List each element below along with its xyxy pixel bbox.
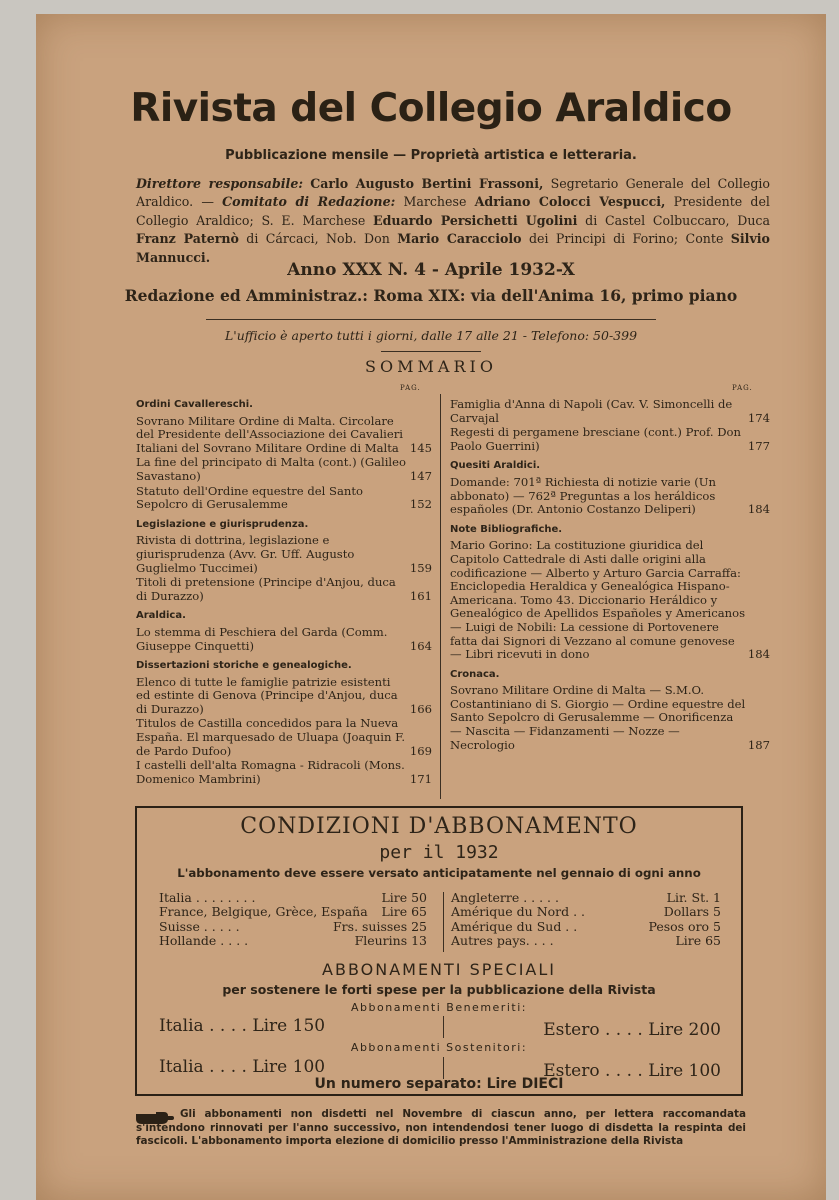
benemeriti-italia: Italia . . . . Lire 150 — [159, 1016, 326, 1036]
contents-entry-title: Elenco di tutte le famiglie patrizie esistenti ed estinte di Genova (Principe d'Anjou, duca di Durazzo) — [136, 674, 398, 716]
contents-entry — [136, 534, 432, 575]
divider — [206, 319, 656, 320]
sostenitori-estero: Estero . . . . Lire 100 — [543, 1061, 721, 1081]
comitato-member-role: dei Principi di Forino; Conte — [528, 231, 724, 247]
renewal-footnote — [136, 1108, 746, 1149]
contents-entry — [136, 626, 432, 653]
rate-row — [159, 920, 427, 934]
contents-entry-title: Statuto dell'Ordine equestre del Santo Sepolcro di Gerusalemme — [136, 483, 363, 512]
contents-right-column — [450, 398, 770, 753]
direttore-label: Direttore responsabile: — [136, 176, 303, 191]
rate-row — [451, 920, 721, 934]
issue-line: Anno XXX N. 4 - Aprile 1932-X — [287, 260, 575, 280]
contents-entry-page: 169 — [409, 743, 432, 758]
contents-entry — [136, 676, 432, 717]
contents-entry-page: 166 — [409, 701, 432, 716]
contents-entry-title: Famiglia d'Anna di Napoli (Cav. V. Simoncelli de Carvajal — [450, 397, 733, 425]
divider — [381, 351, 481, 352]
masthead-title: Rivista del Collegio Araldico — [130, 86, 732, 131]
contents-section-heading: Cronaca. — [450, 668, 500, 680]
rate-row — [159, 934, 427, 948]
page-column-label: PAG. — [400, 384, 421, 392]
contents-entry-title: Lo stemma di Peschiera del Garda (Comm. Giuseppe Cinquetti) — [136, 624, 388, 653]
rates-divider — [443, 892, 444, 952]
rate-price: Pesos oro 5 — [648, 918, 721, 934]
contents-entry-title: Sovrano Militare Ordine di Malta — S.M.O. Costantiniano di S. Giorgio — Ordine equestre del Santo Sepolcro di Gerusalemme — Onorificenza — Nascita — Fidanzamenti — Nozze — Necrologio — [450, 683, 746, 752]
subscription-box — [135, 806, 743, 1096]
column-divider — [440, 394, 441, 799]
contents-entry-page: 174 — [747, 410, 770, 425]
comitato-member-name: Silvio Mannucci. — [136, 231, 770, 265]
contents-section-heading: Legislazione e giurisprudenza. — [136, 518, 309, 530]
rates-right — [451, 891, 721, 949]
comitato-member-name: Eduardo Persichetti Ugolini — [373, 212, 578, 228]
benemeriti-label: Abbonamenti Benemeriti: — [351, 1001, 527, 1014]
rate-row — [451, 891, 721, 905]
comitato-member-role: di Cárcaci, Nob. Don — [246, 231, 390, 247]
rate-row — [451, 934, 721, 948]
contents-entry-page: 161 — [409, 588, 432, 603]
address-line: Redazione ed Amministraz.: Roma XIX: via dell'Anima 16, primo piano — [124, 286, 738, 305]
contents-entry-page: 145 — [409, 440, 432, 455]
contents-entry — [450, 398, 770, 425]
rate-price: Lir. St. 1 — [666, 890, 721, 905]
contents-entry — [136, 415, 432, 456]
contents-entry-title: Titulos de Castilla concedidos para la Nueva España. El marquesado de Uluapa (Joaquin F. de Pardo Dufoo) — [136, 716, 406, 758]
comitato-member-role: Presidente del Collegio Araldico; S. E. Marchese — [136, 194, 770, 228]
page-column-label: PAG. — [732, 384, 753, 392]
rate-price: Lire 65 — [381, 904, 427, 920]
contents-entry — [450, 684, 770, 752]
rate-place: Hollande . . . . — [159, 933, 249, 949]
rate-row — [451, 905, 721, 919]
rate-price: Lire 50 — [381, 890, 427, 905]
contents-entry-title: Titoli di pretensione (Principe d'Anjou, duca di Durazzo) — [136, 575, 396, 603]
rates-left — [159, 891, 427, 949]
contents-section-heading: Note Bibliografiche. — [450, 523, 563, 535]
contents-section-heading: Ordini Cavallereschi. — [136, 399, 253, 410]
contents-section-heading: Dissertazioni storiche e genealogiche. — [136, 660, 352, 672]
subscription-note: L'abbonamento deve essere versato anticipatamente nel gennaio di ogni anno — [177, 866, 701, 880]
contents-entry-title: Regesti di pergamene bresciane (cont.) Prof. Don Paolo Guerrini) — [450, 425, 741, 453]
editorial-board — [136, 175, 770, 267]
contents-entry-title: I castelli dell'alta Romagna - Ridracoli (Mons. Domenico Mambrini) — [136, 758, 405, 786]
contents-entry-title: Sovrano Militare Ordine di Malta. Circolare del Presidente dell'Associazione dei Cavalieri Italiani del Sovrano Militare Ordine di Malta — [136, 413, 404, 455]
contents-entry-page: 164 — [409, 638, 432, 653]
contents-entry — [450, 476, 770, 517]
comitato-member-name: Adriano Colocci Vespucci, — [474, 194, 666, 210]
sommario-heading: SOMMARIO — [365, 357, 497, 376]
rate-place: Amérique du Sud . . — [451, 918, 578, 934]
benemeriti-estero: Estero . . . . Lire 200 — [543, 1020, 721, 1040]
special-subscriptions-title: ABBONAMENTI SPECIALI — [322, 960, 556, 979]
rate-place: France, Belgique, Grèce, España — [159, 904, 368, 920]
document-page — [36, 14, 826, 1200]
rate-row — [159, 905, 427, 919]
comitato-member-role: di Castel Colbuccaro, Duca — [585, 212, 770, 228]
contents-entry-page: 159 — [409, 560, 432, 575]
subscription-title: CONDIZIONI D'ABBONAMENTO — [240, 814, 638, 839]
contents-left-column — [136, 392, 432, 787]
contents-entry-page: 187 — [747, 737, 770, 752]
contents-entry — [136, 717, 432, 758]
rate-price: Dollars 5 — [663, 904, 721, 920]
contents-entry-title: La fine del principato di Malta (cont.) (Galileo Savastano) — [136, 455, 406, 483]
rate-place: Amérique du Nord . . — [451, 904, 586, 920]
special-subscriptions-subtitle: per sostenere le forti spese per la pubblicazione della Rivista — [222, 982, 656, 997]
direttore-name: Carlo Augusto Bertini Frassoni, — [310, 176, 544, 191]
rate-price: Frs. suisses 25 — [333, 918, 427, 934]
masthead-subtitle: Pubblicazione mensile — Proprietà artistica e letteraria. — [225, 148, 637, 163]
contents-entry-page: 177 — [747, 438, 770, 453]
divider — [443, 1016, 444, 1038]
rate-price: Fleurins 13 — [354, 933, 427, 949]
rate-place: Italia . . . . . . . . — [159, 890, 256, 905]
office-hours: L'ufficio è aperto tutti i giorni, dalle 17 alle 21 - Telefono: 50-399 — [224, 328, 638, 343]
contents-section-heading: Araldica. — [136, 610, 186, 622]
contents-entry-title: Rivista di dottrina, legislazione e giurisprudenza (Avv. Gr. Uff. Augusto Guglielmo Tuccimei) — [136, 533, 355, 575]
renewal-footnote-text: Gli abbonamenti non disdetti nel Novembre di ciascun anno, per lettera raccomandata s'intendono rinnovati per l'anno successivo, non intendendosi tener luogo di disdetta la respinta dei fascicoli. L'abbonamento importa elezione di domicilio presso l'Amministrazione della Rivista — [136, 1108, 746, 1148]
contents-entry-page: 171 — [409, 771, 432, 786]
contents-entry — [136, 456, 432, 483]
single-issue-price: Un numero separato: Lire DIECI — [314, 1076, 564, 1092]
direttore-role: Segretario Generale del Collegio Araldico. — — [136, 176, 770, 210]
contents-entry-title: Domande: 701ª Richiesta di notizie varie (Un abbonato) — 762ª Preguntas a los heráldicos españoles (Dr. Antonio Costanzo Deliperi) — [450, 474, 717, 517]
comitato-title: Marchese — [403, 194, 467, 210]
subscription-year: per il 1932 — [379, 842, 499, 863]
rate-place: Angleterre . . . . . — [451, 890, 559, 905]
contents-entry — [450, 426, 770, 453]
rate-place: Autres pays. . . . — [451, 933, 554, 949]
contents-entry-page: 147 — [409, 468, 432, 483]
rate-row — [159, 891, 427, 905]
contents-entry-page: 152 — [409, 497, 432, 512]
comitato-member-name: Mario Caracciolo — [397, 231, 522, 247]
rate-place: Suisse . . . . . — [159, 918, 240, 934]
contents-entry — [450, 539, 770, 661]
contents-entry — [136, 485, 432, 512]
comitato-member-name: Franz Paternò — [136, 231, 239, 247]
contents-entry — [136, 576, 432, 603]
sostenitori-italia: Italia . . . . Lire 100 — [159, 1057, 326, 1077]
sostenitori-label: Abbonamenti Sostenitori: — [350, 1041, 528, 1054]
contents-section-heading: Quesiti Araldici. — [450, 460, 541, 472]
contents-entry-page: 184 — [747, 647, 770, 662]
contents-entry — [136, 759, 432, 786]
contents-entry-page: 184 — [747, 502, 770, 517]
rate-price: Lire 65 — [675, 933, 721, 949]
contents-entry-title: Mario Gorino: La costituzione giuridica del Capitolo Cattedrale di Asti dalle origini alla codificazione — Alberto y Arturo Garcia Carraffa: Enciclopedia Heraldica y Genealógica Hispano-Americana. Tomo 43. Diccionario Heráldico y Genealógico de Apellidos Españoles y Americanos — Luigi de Nobili: La cessione di Portovenere fatta dai Signori di Vezzano al comune genovese — Libri ricevuti in dono — [450, 538, 746, 662]
comitato-label: Comitato di Redazione: — [222, 194, 396, 210]
